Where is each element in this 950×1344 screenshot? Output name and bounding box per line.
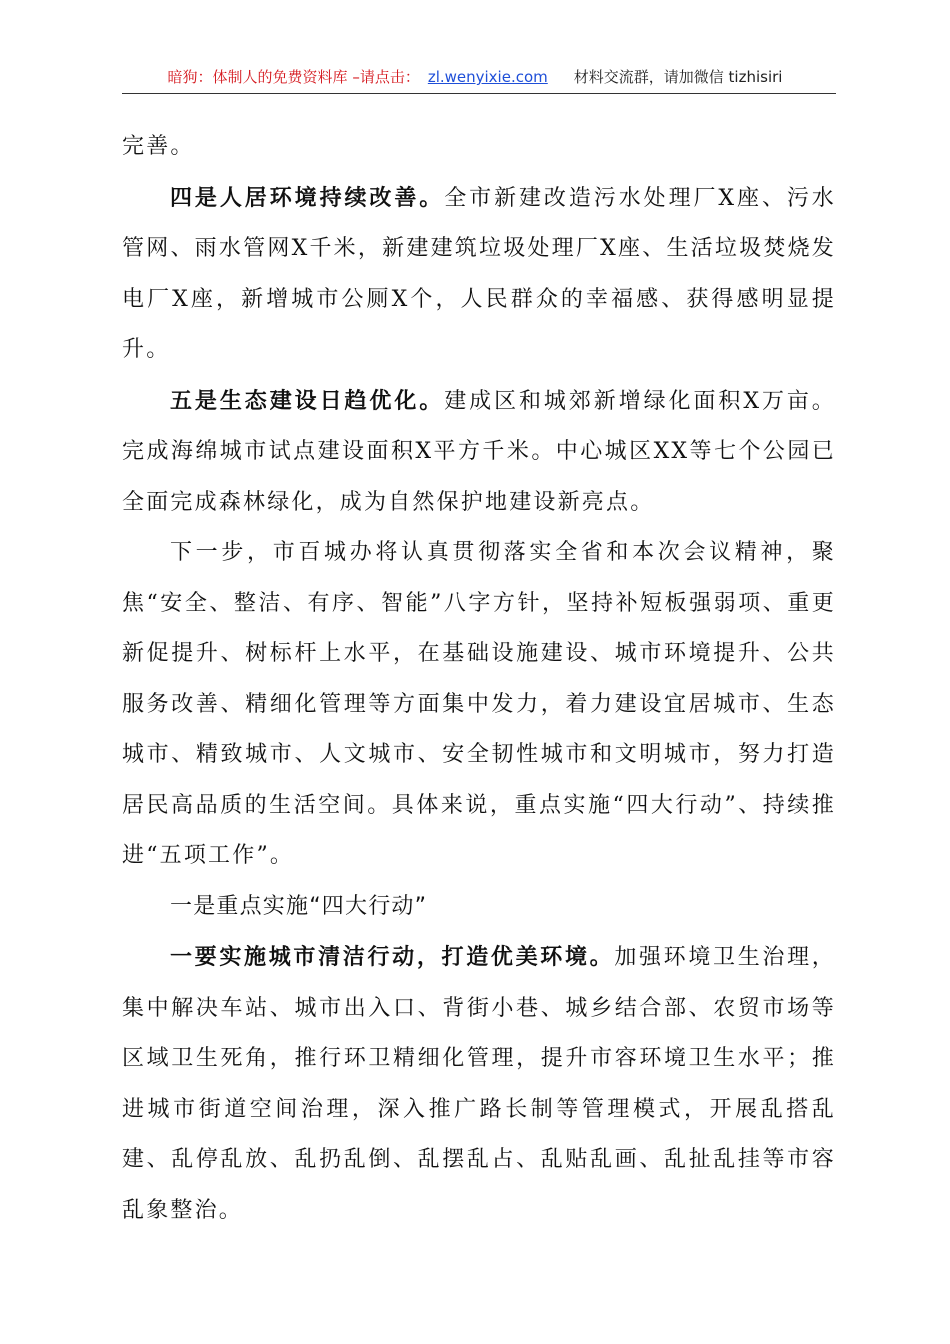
paragraph-living-environment xyxy=(122,173,836,376)
header-contact-text: 材料交流群，请加微信 tizhisiri xyxy=(573,68,783,86)
document-body xyxy=(122,122,836,1236)
paragraph-clean-city-action xyxy=(122,932,836,1236)
header-link[interactable]: zl.wenyixie.com xyxy=(427,68,548,86)
paragraph-lead: 四是人居环境持续改善。 xyxy=(170,184,445,211)
paragraph-next-steps xyxy=(122,528,836,882)
section-heading: 一是重点实施“四大行动” xyxy=(170,893,428,919)
paragraph-text: 建成区和城郊新增绿化面积X万亩。完成海绵城市试点建设面积X平方千米。中心城区XX等七个公园已全面完成森林绿化，成为自然保护地建设新亮点。 xyxy=(122,388,836,515)
paragraph-lead: 五是生态建设日趋优化。 xyxy=(170,387,445,414)
paragraph-ecology xyxy=(122,376,836,529)
header-source-text: 暗狗：体制人的免费资料库 –请点击： xyxy=(167,68,420,86)
paragraph-text: 全市新建改造污水处理厂X座、污水管网、雨水管网X千米，新建建筑垃圾处理厂X座、生活垃圾焚烧发电厂X座，新增城市公厕X个，人民群众的幸福感、获得感明显提升。 xyxy=(122,185,836,362)
header-divider xyxy=(122,93,836,94)
paragraph-continuation xyxy=(122,122,836,173)
paragraph-text: 完善。 xyxy=(122,134,195,159)
document-header xyxy=(0,66,950,88)
paragraph-text: 加强环境卫生治理，集中解决车站、城市出入口、背街小巷、城乡结合部、农贸市场等区域卫生死角，推行环卫精细化管理，提升市容环境卫生水平；推进城市街道空间治理，深入推广路长制等管理模式，开展乱搭乱建、乱停乱放、乱扔乱倒、乱摆乱占、乱贴乱画、乱扯乱挂等市容乱象整治。 xyxy=(122,945,836,1223)
paragraph-text: 下一步，市百城办将认真贯彻落实全省和本次会议精神，聚焦“安全、整洁、有序、智能”八字方针，坚持补短板强弱项、重更新促提升、树标杆上水平，在基础设施建设、城市环境提升、公共服务改善、精细化管理等方面集中发力，着力建设宜居城市、生态城市、精致城市、人文城市、安全韧性城市和文明城市，努力打造居民高品质的生活空间。具体来说，重点实施“四大行动”、持续推进“五项工作”。 xyxy=(122,540,836,868)
paragraph-lead: 一要实施城市清洁行动，打造优美环境。 xyxy=(170,944,615,970)
